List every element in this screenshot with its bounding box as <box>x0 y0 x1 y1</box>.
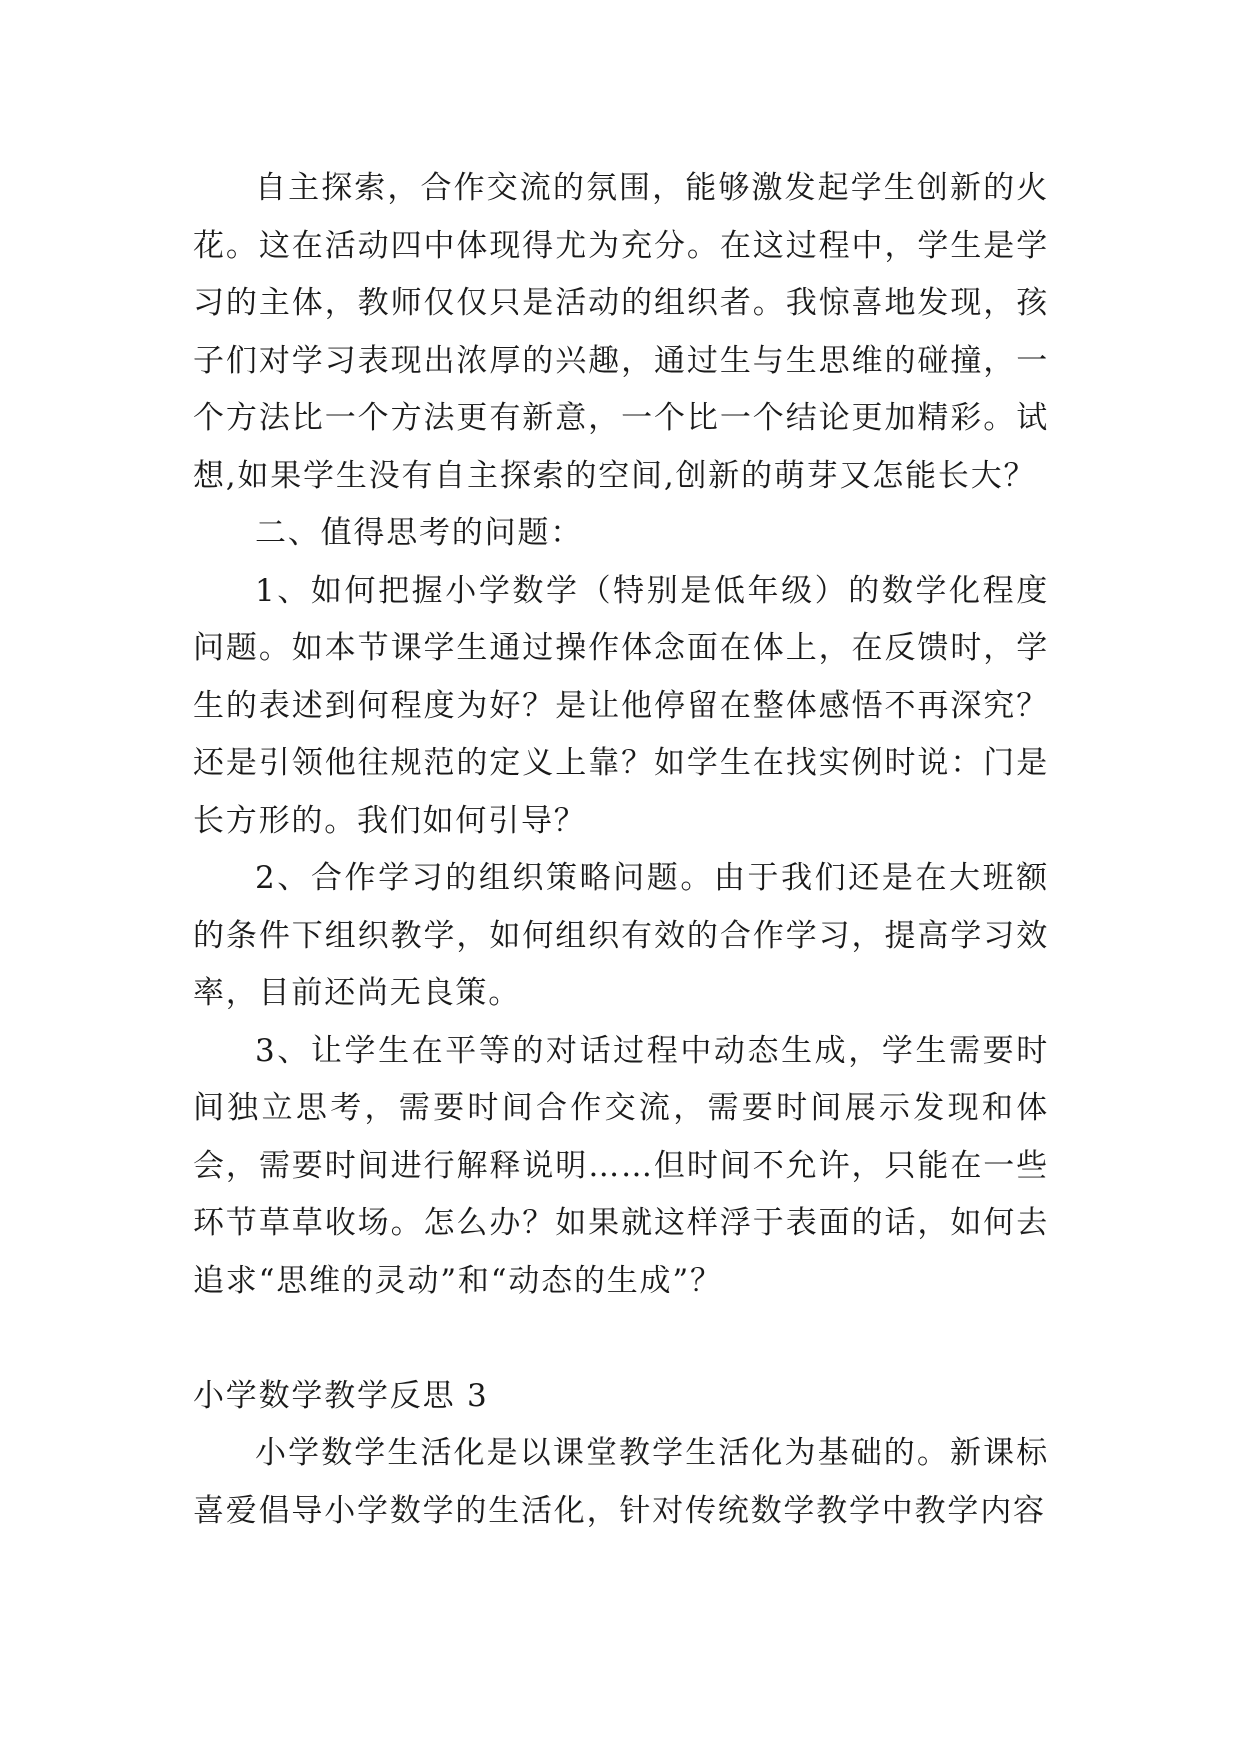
section-title: 小学数学教学反思 3 <box>193 1377 489 1414</box>
section-spacer <box>193 1310 1049 1368</box>
document-body <box>193 160 1049 1540</box>
paragraph-exploration: 自主探索，合作交流的氛围，能够激发起学生创新的火花。这在活动四中体现得尤为充分。在这过程中，学生是学习的主体，教师仅仅只是活动的组织者。我惊喜地发现，孩子们对学习表现出浓厚的兴趣，通过生与生思维的碰撞，一个方法比一个方法更有新意，一个比一个结论更加精彩。试想,如果学生没有自主探索的空间,创新的萌芽又怎能长大？ <box>193 170 1049 494</box>
paragraph-question-2: 2、合作学习的组织策略问题。由于我们还是在大班额的条件下组织教学，如何组织有效的合作学习，提高学习效率，目前还尚无良策。 <box>193 860 1049 1011</box>
paragraph-question-1: 1、如何把握小学数学（特别是低年级）的数学化程度问题。如本节课学生通过操作体念面在体上，在反馈时，学生的表述到何程度为好？是让他停留在整体感悟不再深究？还是引领他往规范的定义上靠？如学生在找实例时说：门是长方形的。我们如何引导？ <box>193 572 1049 839</box>
paragraph-section-3-intro: 小学数学生活化是以课堂教学生活化为基础的。新课标喜爱倡导小学数学的生活化，针对传统数学教学中教学内容 <box>193 1435 1049 1529</box>
paragraph-question-3: 3、让学生在平等的对话过程中动态生成，学生需要时间独立思考，需要时间合作交流，需要时间展示发现和体会，需要时间进行解释说明……但时间不允许，只能在一些环节草草收场。怎么办？如果就这样浮于表面的话，如何去追求“思维的灵动”和“动态的生成”？ <box>193 1032 1049 1299</box>
paragraph-questions-heading: 二、值得思考的问题： <box>255 515 583 551</box>
